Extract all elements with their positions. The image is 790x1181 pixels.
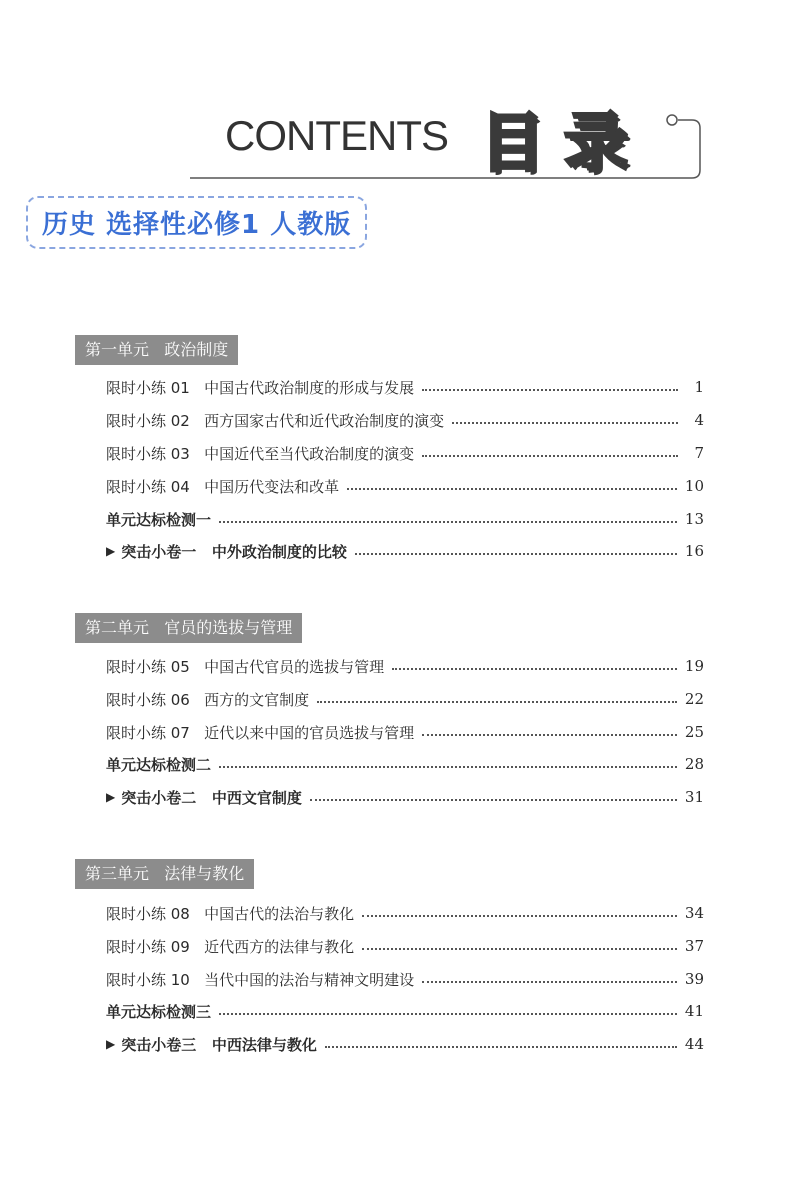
leader-dots [362,913,677,917]
contents-word: CONTENTS [225,112,448,159]
leader-dots [422,979,677,983]
toc-entry-page: 10 [684,477,704,495]
toc-entry-label: 限时小练 07 近代以来中国的官员选拔与管理 [106,723,415,742]
leader-dots [310,797,677,801]
leader-dots [362,946,677,950]
toc-entry-label: 限时小练 09 近代西方的法律与教化 [106,937,355,956]
leader-dots [422,453,678,457]
toc-entry-page: 44 [684,1035,704,1053]
toc-entry-page: 39 [684,970,704,988]
toc-entry-label: 突击小卷二 中西文官制度 [121,788,302,807]
toc-entry-label: 突击小卷三 中西法律与教化 [121,1035,317,1054]
play-arrow-icon: ▶ [106,1037,116,1051]
leader-dots [219,764,677,768]
toc-entry[interactable] [106,967,704,991]
toc-entry-label: 单元达标检测一 [106,510,212,529]
toc-entry-page: 13 [684,510,704,528]
play-arrow-icon: ▶ [106,790,116,804]
toc-entry-page: 4 [694,411,704,429]
toc-entry-page: 1 [694,378,704,396]
unit-heading-2: 第二单元 官员的选拔与管理 [75,613,302,643]
toc-entry[interactable] [106,441,704,465]
toc-entry-unit-test[interactable] [106,507,704,531]
leader-dots [392,666,677,670]
toc-entry-label: 单元达标检测三 [106,1002,212,1021]
toc-entry[interactable] [106,654,704,678]
toc-entry-page: 28 [684,755,704,773]
leader-dots [355,551,677,555]
toc-entry[interactable] [106,934,704,958]
toc-entry-page: 25 [684,723,704,741]
leader-dots [219,519,677,523]
leader-dots [422,732,677,736]
toc-entry-label: 限时小练 08 中国古代的法治与教化 [106,904,355,923]
toc-entry[interactable] [106,408,704,432]
leader-dots [422,387,678,391]
header-hook [678,120,700,178]
leader-dots [347,486,677,490]
header-line-ornament [0,0,790,190]
unit-heading-1: 第一单元 政治制度 [75,335,238,365]
leader-dots [317,699,677,703]
toc-entry-page: 16 [684,542,704,560]
toc-entry-unit-test[interactable] [106,752,704,776]
toc-entry-page: 37 [684,937,704,955]
toc-entry-quiz[interactable] [106,785,704,809]
header-circle-icon [667,115,677,125]
toc-entry-label: 限时小练 02 西方国家古代和近代政治制度的演变 [106,411,445,430]
page-title: 目录 [480,107,648,181]
toc-entry-page: 7 [694,444,704,462]
toc-entry-quiz[interactable] [106,539,704,563]
toc-entry-unit-test[interactable] [106,999,704,1023]
subject-badge: 历史 选择性必修1 人教版 [26,196,367,249]
toc-entry-label: 限时小练 10 当代中国的法治与精神文明建设 [106,970,415,989]
toc-entry-label: 限时小练 01 中国古代政治制度的形成与发展 [106,378,415,397]
toc-entry-quiz[interactable] [106,1032,704,1056]
toc-entry[interactable] [106,474,704,498]
toc-entry-label: 限时小练 04 中国历代变法和改革 [106,477,340,496]
toc-entry-label: 限时小练 03 中国近代至当代政治制度的演变 [106,444,415,463]
toc-entry-page: 22 [684,690,704,708]
toc-entry-page: 31 [684,788,704,806]
toc-entry-label: 限时小练 06 西方的文官制度 [106,690,310,709]
toc-entry[interactable] [106,687,704,711]
toc-entry-label: 单元达标检测二 [106,755,212,774]
toc-entry-label: 突击小卷一 中外政治制度的比较 [121,542,347,561]
leader-dots [219,1011,677,1015]
toc-entry-page: 41 [684,1002,704,1020]
toc-header [0,0,790,190]
toc-entry[interactable] [106,901,704,925]
leader-dots [325,1044,677,1048]
toc-entry-page: 34 [684,904,704,922]
toc-entry-page: 19 [684,657,704,675]
unit-heading-3: 第三单元 法律与教化 [75,859,254,889]
toc-entry[interactable] [106,375,704,399]
toc-entry[interactable] [106,720,704,744]
toc-entry-label: 限时小练 05 中国古代官员的选拔与管理 [106,657,385,676]
leader-dots [452,420,678,424]
play-arrow-icon: ▶ [106,544,116,558]
